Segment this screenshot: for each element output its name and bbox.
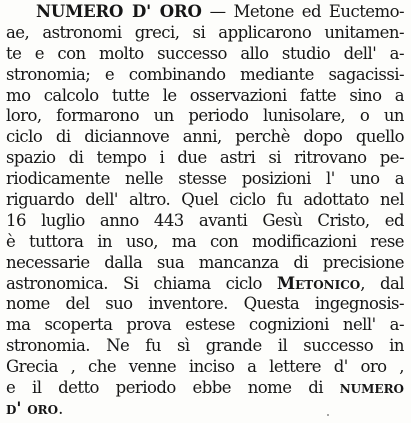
text-run: mo calcolo tutte le osservazioni fatte sino a xyxy=(6,85,404,105)
text-run: riguardo dell' altro. Quel ciclo fu adottato nel xyxy=(6,190,404,210)
paper-speck xyxy=(327,414,329,416)
text-run: Grecia , che venne inciso a lettere d' oro , xyxy=(6,357,404,377)
text-run: te e con molto successo allo studio dell' a- xyxy=(6,43,404,63)
text-line xyxy=(6,127,404,148)
text-run: stronomia; e combinando mediante sagacissi- xyxy=(6,64,404,84)
small-caps-term: d' oro xyxy=(6,398,59,418)
text-line xyxy=(6,2,404,23)
text-line xyxy=(6,211,404,232)
text-line xyxy=(6,148,404,169)
dictionary-entry xyxy=(6,2,404,420)
text-run: ciclo di diciannove anni, perchè dopo quello xyxy=(6,127,404,147)
text-run: ma scoperta prova estese cognizioni nell' a- xyxy=(6,315,404,335)
text-line xyxy=(6,23,404,44)
text-line xyxy=(6,399,404,420)
small-caps-term: numero xyxy=(339,378,404,398)
text-run: ae, astronomi greci, si applicarono unitamen- xyxy=(6,22,404,42)
text-line xyxy=(6,65,404,86)
text-line xyxy=(6,44,404,65)
text-run: è tuttora in uso, ma con modificazioni rese xyxy=(6,231,404,251)
text-run: . xyxy=(58,398,63,418)
text-run: spazio di tempo i due astri si ritrovano pe- xyxy=(6,148,404,168)
text-run: nome del suo inventore. Questa ingegnosis- xyxy=(6,294,404,314)
text-run: riodicamente nelle stesse posizioni l' uno a xyxy=(6,169,404,189)
text-line xyxy=(6,294,404,315)
text-line xyxy=(6,106,404,127)
text-run: astronomica. Si chiama ciclo xyxy=(6,273,277,293)
text-line xyxy=(6,378,404,399)
text-line xyxy=(6,336,404,357)
text-run: , dal xyxy=(360,273,404,293)
text-run: e il detto periodo ebbe nome di xyxy=(6,378,340,398)
text-line xyxy=(6,274,404,295)
text-line xyxy=(6,190,404,211)
text-line xyxy=(6,315,404,336)
entry-headword: NUMERO D' ORO xyxy=(36,2,202,21)
text-run: stronomia. Ne fu sì grande il successo in xyxy=(6,336,404,356)
text-line xyxy=(6,357,404,378)
text-run: 16 luglio anno 443 avanti Gesù Cristo, ed xyxy=(6,210,404,230)
text-run: loro, formarono un periodo lunisolare, o un xyxy=(6,106,404,126)
text-run: — Metone ed Euctemo- xyxy=(201,2,404,21)
text-run: necessarie dalla sua mancanza di precisione xyxy=(6,252,404,272)
text-line xyxy=(6,86,404,107)
small-caps-term: Metonico xyxy=(276,273,361,293)
text-line xyxy=(6,253,404,274)
text-line xyxy=(6,232,404,253)
text-line xyxy=(6,169,404,190)
